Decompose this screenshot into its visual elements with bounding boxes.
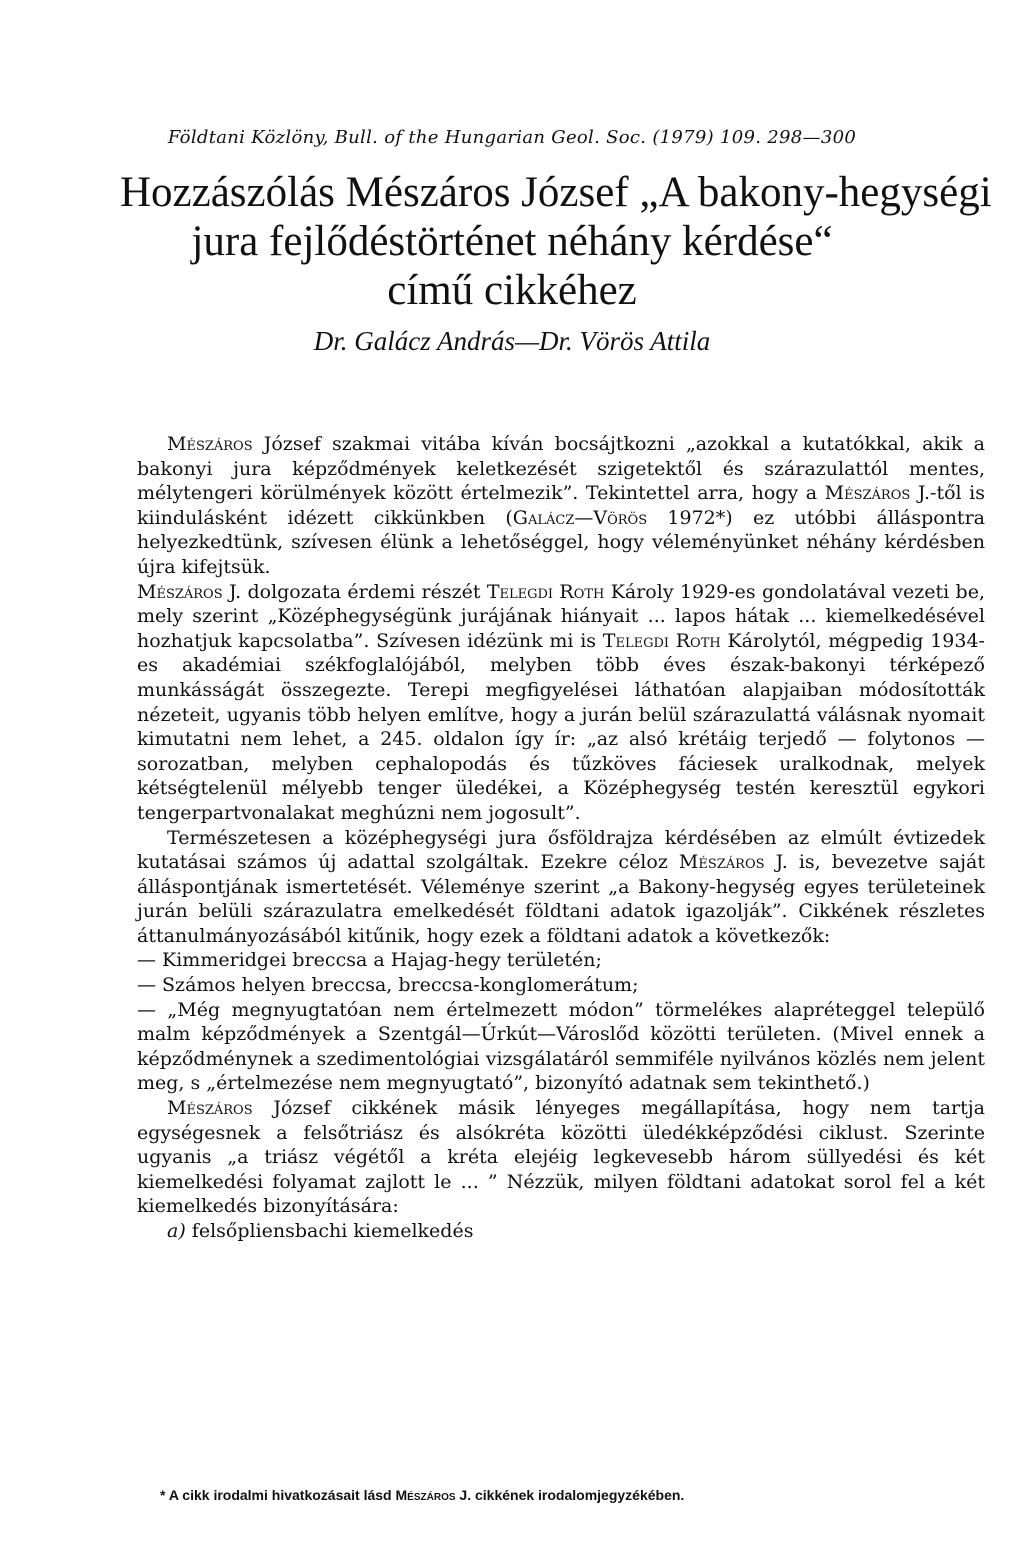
footnote-marker: * <box>160 1487 166 1503</box>
paragraph-text: 1972*) ez utóbbi álláspontra helyezkedtünk, szívesen élünk a lehetőséggel, hogy véleményünket néhány kérdésben újra kifejtsük. <box>137 506 985 578</box>
footnote <box>160 1487 980 1503</box>
journal-header: Földtani Közlöny, Bull. of the Hungarian Geol. Soc. (1979) 109. 298—300 <box>167 127 857 148</box>
title-line-3: című cikkéhez <box>387 267 637 314</box>
footnote-text: A cikk irodalmi hivatkozásait lásd <box>165 1487 396 1503</box>
paragraph-text: J. dolgozata érdemi részét <box>222 580 487 603</box>
paragraph-text: Természetesen a középhegységi jura ősföldrajza kérdésében az elmúlt évtizedek kutatásai számos új adattal szolgáltak. Ezekre céloz <box>137 826 985 874</box>
paragraph-text: József cikkének másik lényeges megállapítása, hogy nem tartja egységesnek a felsőtriász és alsókréta közötti üledékképződési ciklust. Szerinte ugyanis „a triász végétől a kréta elejéig legkevesebb három süllyedési és két kiemelkedési folyamat zajlott le ... ” Nézzük, milyen földtani adatokat sorol fel a két kiemelkedés bizonyítására: <box>137 1097 985 1218</box>
title-line-1: Hozzászólás Mészáros József „A bakony-hegységi <box>120 169 992 216</box>
paragraph-1 <box>137 432 985 580</box>
paragraph-text: Károlytól, mégpedig 1934-es akadémiai székfoglalójából, melyben több éves észak-bakonyi térképező munkásságát összegezte. Terepi megfigyelései láthatóan alapjaiban módosították nézeteit, ugyanis több helyen említve, hogy a jurán belül szárazulattá válásnak nyomait kimutatni nem lehet, a 245. oldalon így ír: „az alsó krétáig terjedő — folytonos — sorozatban, melyben cephalopodás és tűzköves fáciesek uralkodnak, melyek kétségtelenül mélyebb tenger üledékei, a Középhegység testén keresztül egykori tengerpartvonalakat meghúzni nem jogosult”. <box>137 629 985 824</box>
paragraph-text: J. is, bevezetve saját álláspontjának ismertetését. Véleménye szerint „a Bakony-hegység egyes területeinek jurán belüli szárazulatra emelkedését földtani adatok igazolják”. Cikkének részletes áttanulmányozásából kitűnik, hogy ezek a földtani adatok a következők: <box>137 851 986 947</box>
author-name: Mészáros <box>167 1097 253 1120</box>
list-item: — „Még megnyugtatóan nem értelmezett módon” törmelékes alapréteggel települő malm képződmények a Szentgál—Úrkút—Városlőd közötti területen. (Mivel ennek a képződménynek a szedimentológiai vizsgálatáról semmiféle nyilvános közlés nem jelent meg, s „értelmezése nem megnyugtató”, bizonyító adatnak sem tekinthető.) <box>137 998 985 1095</box>
article-authors: Dr. Galácz András—Dr. Vörös Attila <box>313 326 711 356</box>
paragraph-2 <box>137 580 985 826</box>
author-name: Mészáros <box>137 580 223 603</box>
article-title <box>120 168 992 315</box>
list-item: — Kimmeridgei breccsa a Hajag-hegy területén; <box>137 949 602 972</box>
paragraph-text: J.-től is kiindulásként idézett cikkünkben ( <box>137 482 985 529</box>
paragraph-4 <box>137 1096 985 1219</box>
item-label: a) <box>167 1220 186 1242</box>
author-name: Telegdi Roth <box>486 580 605 603</box>
paragraph-5 <box>137 1219 985 1244</box>
footnote-text: J. cikkének irodalomjegyzékében. <box>455 1487 685 1503</box>
author-name: Telegdi Roth <box>602 629 721 652</box>
author-name: Mészáros <box>824 482 911 505</box>
citation-authors: Galácz—Vörös <box>512 506 648 529</box>
article-body <box>137 432 985 1244</box>
author-name: Mészáros <box>167 433 253 455</box>
paragraph-text: felsőpliensbachi kiemelkedés <box>185 1220 474 1242</box>
paragraph-text: József szakmai vitába kíván bocsájtkozni „azokkal a kutatókkal, akik a bakonyi jura képződmények keletkezését szigetektől és szárazulattól mentes, mélytengeri körülmények között értelmezik”. Tekintettel arra, hogy a <box>137 433 985 505</box>
list-item: — Számos helyen breccsa, breccsa-konglomerátum; <box>137 974 639 997</box>
paragraph-text: Károly 1929-es gondolatával vezeti be, mely szerint „Középhegységünk jurájának hiányait ... lapos hátak ... kiemelkedésével hozhatjuk kapcsolatba”. Szívesen idézünk mi is <box>137 580 985 652</box>
author-name: Mészáros <box>395 1487 456 1503</box>
title-line-2: jura fejlődéstörténet néhány kérdése“ <box>191 218 833 265</box>
paragraph-3 <box>137 826 985 949</box>
author-name: Mészáros <box>678 851 765 874</box>
